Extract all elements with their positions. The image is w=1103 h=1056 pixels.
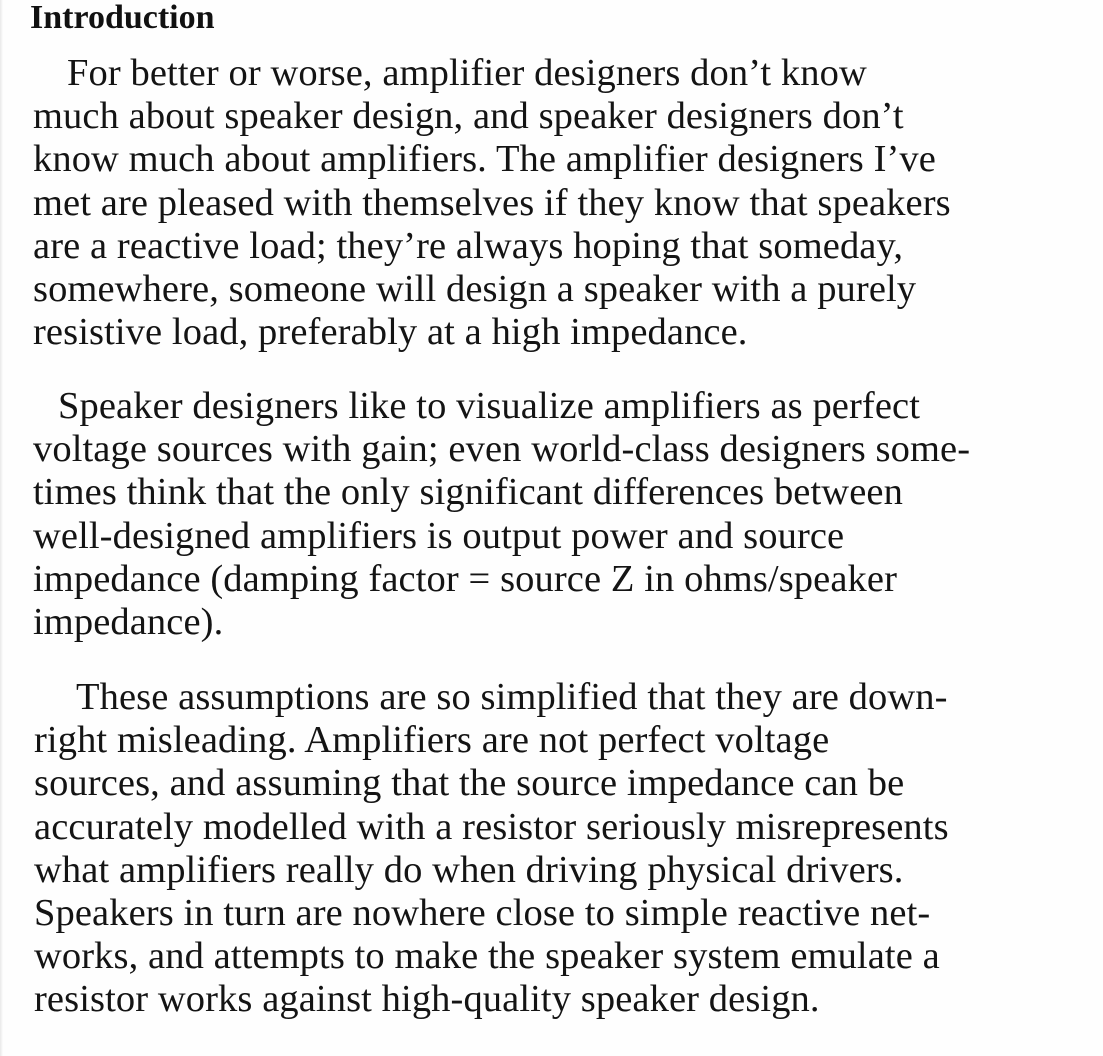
paragraph-line: are a reactive load; they’re always hoping that someday, (33, 224, 904, 267)
paragraph-line: Speaker designers like to visualize amplifiers as perfect (58, 385, 921, 427)
paragraph-line: what amplifiers really do when driving physical drivers. (34, 848, 904, 891)
paragraph-line: impedance). (33, 601, 224, 644)
paragraph-line: voltage sources with gain; even world-class designers some- (33, 428, 971, 471)
paragraph-2 (33, 385, 970, 644)
paragraph-line: times think that the only significant differences between (33, 471, 903, 514)
paragraph-line: Speakers in turn are nowhere close to simple reactive net- (34, 892, 931, 935)
paragraph-line: sources, and assuming that the source impedance can be (34, 762, 905, 805)
paragraph-line: somewhere, someone will design a speaker with a purely (33, 268, 917, 311)
paragraph-line: know much about amplifiers. The amplifier designers I’ve (33, 138, 936, 181)
paragraph-1 (33, 52, 951, 354)
paragraph-line: met are pleased with themselves if they know that speakers (33, 181, 951, 224)
paragraph-line: right misleading. Amplifiers are not perfect voltage (34, 719, 830, 762)
section-heading: Introduction (30, 0, 215, 36)
paragraph-3 (34, 676, 949, 1022)
paragraph-line: These assumptions are so simplified that they are down- (76, 676, 948, 718)
paragraph-line: well-designed amplifiers is output power and source (33, 514, 845, 557)
paragraph-line: works, and attempts to make the speaker system emulate a (34, 935, 940, 978)
paragraph-line: impedance (damping factor = source Z in ohms/speaker (33, 557, 897, 600)
paragraph-line: For better or worse, amplifier designers don’t know (67, 52, 867, 94)
paragraph-line: resistor works against high-quality speaker design. (34, 978, 820, 1021)
scan-edge-shadow (0, 0, 3, 1056)
paragraph-line: accurately modelled with a resistor seriously misrepresents (34, 805, 949, 848)
paragraph-line: much about speaker design, and speaker designers don’t (33, 95, 904, 138)
paragraph-line: resistive load, preferably at a high impedance. (33, 311, 748, 354)
